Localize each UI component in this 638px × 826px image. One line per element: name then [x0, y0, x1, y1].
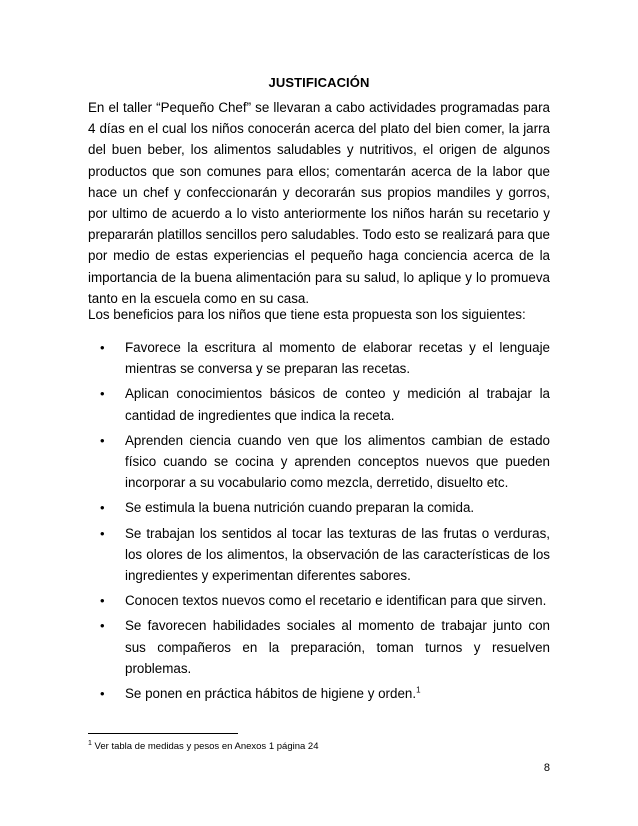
list-item-text: Se favorecen habilidades sociales al momento de trabajar junto con sus compañeros en la preparación, toman turnos y resuelven problemas. — [125, 618, 550, 676]
list-item — [88, 383, 550, 425]
list-item-text: Conocen textos nuevos como el recetario e identifican para que sirven. — [125, 593, 547, 609]
list-item — [88, 683, 550, 704]
benefits-list — [88, 337, 550, 708]
bullet-icon: • — [100, 340, 105, 355]
bullet-icon: • — [100, 432, 105, 448]
list-item — [88, 523, 550, 587]
list-item-text: Aprenden ciencia cuando ven que los alimentos cambian de estado físico cuando se cocina y aprenden conceptos nuevos que pueden incorporar a su vocabulario como mezcla, derretido, disuelto etc. — [125, 432, 550, 491]
list-item — [88, 615, 550, 679]
bullet-icon: • — [100, 525, 105, 541]
bullet-icon: • — [100, 500, 105, 516]
list-item-text: Se ponen en práctica hábitos de higiene y orden. — [125, 686, 417, 702]
list-item — [88, 337, 550, 379]
footnote — [88, 741, 318, 753]
footnote-text: Ver tabla de medidas y pesos en Anexos 1 página 24 — [94, 741, 319, 752]
list-item — [88, 430, 550, 494]
section-title: JUSTIFICACIÓN — [268, 75, 370, 90]
list-item — [88, 590, 550, 611]
footnote-separator — [88, 733, 238, 734]
footnote-marker: 1 — [88, 739, 92, 747]
bullet-icon: • — [100, 618, 105, 634]
list-item — [88, 497, 550, 518]
list-item-text: Favorece la escritura al momento de elaborar recetas y el lenguaje mientras se conversa y se preparan las recetas. — [125, 340, 550, 377]
bullet-icon: • — [100, 386, 105, 402]
bullet-icon: • — [100, 686, 105, 702]
list-item-text: Se trabajan los sentidos al tocar las texturas de las frutas o verduras, los olores de los alimentos, la observación de las características de los ingredientes y experimentan diferentes sabores. — [125, 525, 550, 584]
footnote-reference[interactable]: 1 — [416, 685, 421, 695]
list-item-text: Aplican conocimientos básicos de conteo y medición al trabajar la cantidad de ingredientes que indica la receta. — [125, 386, 550, 423]
list-item-text: Se estimula la buena nutrición cuando preparan la comida. — [125, 500, 475, 516]
bullet-icon: • — [100, 593, 105, 609]
justification-paragraph: En el taller “Pequeño Chef” se llevaran a cabo actividades programadas para 4 días en el cual los niños conocerán acerca del plato del bien comer, la jarra del buen beber, los alimentos saludables y nutritivos, el origen de algunos productos que son comunes para ellos; comentarán acerca de la labor que hace un chef y confeccionarán y decorarán sus propios mandiles y gorros, por ultimo de acuerdo a lo visto anteriormente los niños harán su recetario y prepararán platillos sencillos pero saludables. Todo esto se realizará para que por medio de estas experiencias el pequeño haga conciencia acerca de la importancia de la buena alimentación para su salud, lo aplique y lo promueva tanto en la escuela como en su casa. — [88, 100, 551, 306]
benefits-intro-paragraph: Los beneficios para los niños que tiene esta propuesta son los siguientes: — [88, 307, 526, 322]
page-number: 8 — [543, 762, 550, 774]
